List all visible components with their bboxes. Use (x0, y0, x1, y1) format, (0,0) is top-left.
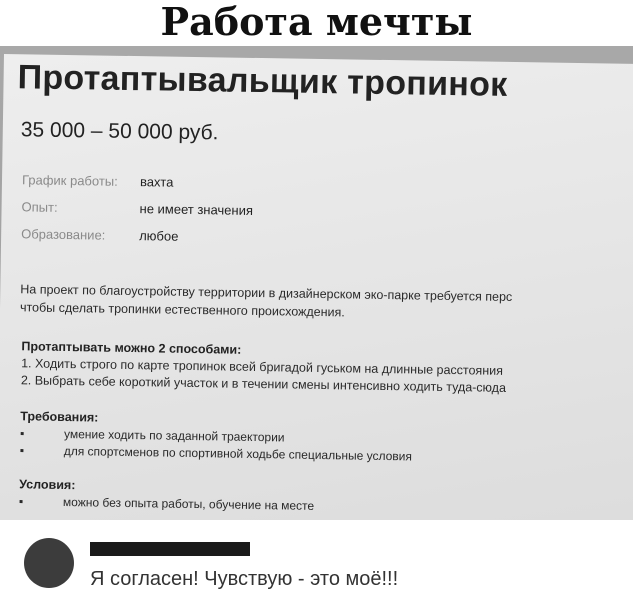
description-line: На проект по благоустройству территории в дизайнерском эко-парке требуется перс (20, 282, 513, 305)
requirements-section (20, 408, 413, 465)
fact-label: Образование: (21, 226, 106, 243)
ways-heading: Протаптывать можно 2 способами: (21, 339, 242, 357)
bullet-icon: ▪ (19, 443, 25, 458)
vacancy-paper (0, 54, 633, 520)
condition-text: можно без опыта работы, обучение на месте (62, 494, 315, 513)
requirement-text: для спортсменов по спортивной ходьбе специальные условия (63, 443, 413, 464)
description-line: чтобы сделать тропинки естественного происхождения. (19, 300, 345, 320)
meme-title: Работа мечты (160, 0, 473, 44)
salary: 35 000 – 50 000 руб. (20, 118, 219, 145)
fact-value: вахта (139, 174, 174, 190)
ways-section (21, 338, 507, 397)
fact-label: График работы: (21, 172, 118, 189)
redacted-username[interactable] (90, 542, 250, 556)
job-description (20, 280, 512, 324)
fact-value: не имеет значения (139, 201, 254, 218)
conditions-section (19, 476, 315, 515)
conditions-heading: Условия: (19, 477, 76, 493)
fact-label: Опыт: (21, 199, 58, 215)
comment-text: Я согласен! Чувствую - это моё!!! (90, 568, 399, 590)
way-item: 1. Ходить строго по карте тропинок всей бригадой гуськом на длинные расстояния (21, 356, 504, 378)
condition-item (19, 493, 314, 515)
way-item: 2. Выбрать себе короткий участок и в течении смены интенсивно ходить туда-сюда (20, 373, 507, 395)
job-title: Протаптывальщик тропинок (17, 58, 508, 104)
bullet-icon: ▪ (18, 494, 24, 509)
comment (0, 520, 633, 614)
vacancy-photo (0, 46, 633, 520)
requirement-text: умение ходить по заданной траектории (63, 426, 285, 445)
fact-value: любое (139, 228, 179, 244)
fact-row-education (21, 226, 421, 259)
job-facts (21, 172, 422, 259)
bullet-icon: ▪ (19, 426, 25, 441)
requirements-heading: Требования: (20, 409, 99, 425)
avatar[interactable] (24, 538, 74, 588)
